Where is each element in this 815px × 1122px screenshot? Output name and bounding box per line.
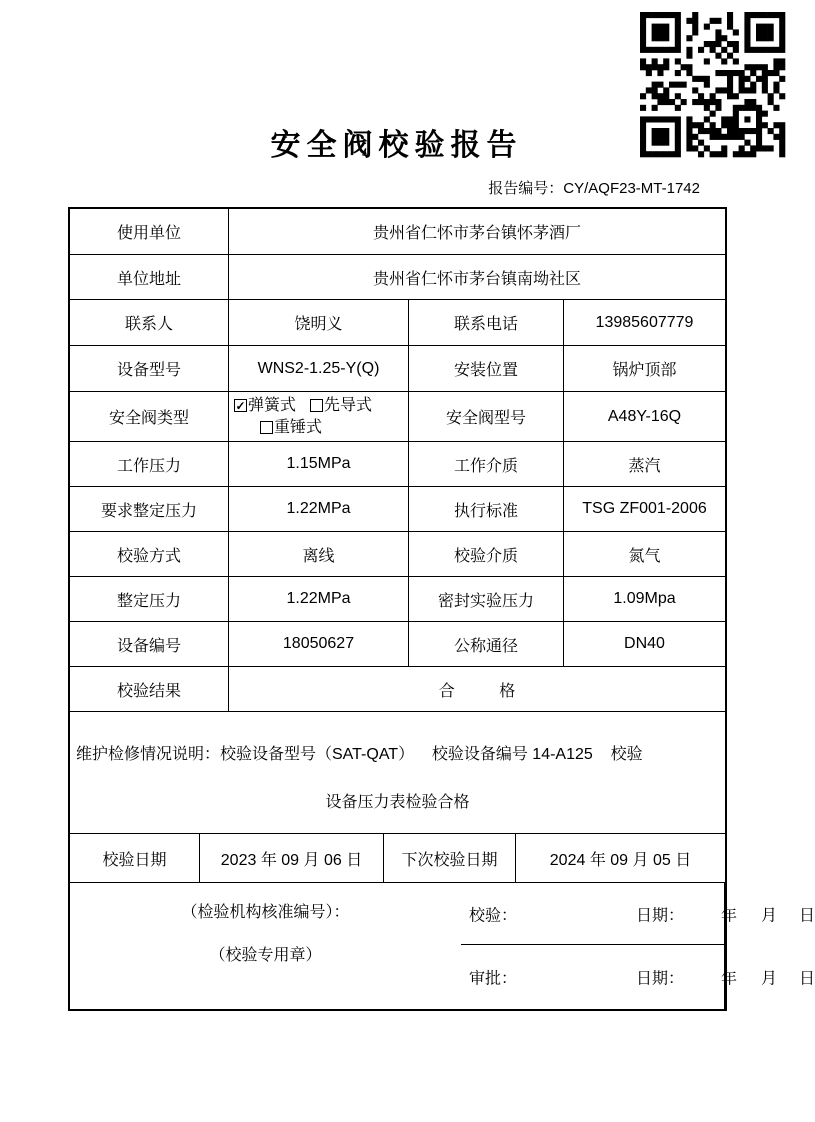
- checkbox-label-weight: 重锤式: [274, 418, 323, 436]
- calibrator-date-label: 日期：: [636, 907, 685, 924]
- calibrator-label: 校验：: [469, 907, 518, 924]
- label-equipment-model: 设备型号: [70, 346, 229, 392]
- sign-row-approver: [461, 945, 815, 1009]
- row-equipment-model: [70, 346, 725, 392]
- label-contact-person: 联系人: [70, 300, 229, 346]
- label-contact-phone: 联系电话: [409, 300, 564, 346]
- report-number: [488, 177, 700, 198]
- value-next-calibration-date: 2024 年 09 月 05 日: [516, 834, 725, 883]
- approver-label: 审批：: [469, 970, 518, 988]
- maintenance-note-line2: 设备压力表检验合格: [325, 794, 470, 811]
- value-install-location: 锅炉顶部: [564, 346, 725, 392]
- checkbox-spring-type: [234, 395, 296, 417]
- row-valve-type: [70, 392, 725, 442]
- checkbox-line-1: [234, 395, 372, 417]
- row-calibration-date: [70, 834, 725, 883]
- row-contact: [70, 300, 725, 346]
- label-calibration-method: 校验方式: [70, 532, 229, 577]
- label-calibration-date: 校验日期: [70, 834, 200, 883]
- value-equipment-model: WNS2-1.25-Y(Q): [229, 346, 409, 392]
- seal-area: [70, 883, 461, 1009]
- checkbox-line-2: [260, 417, 322, 439]
- value-calibration-date: 2023 年 09 月 06 日: [200, 834, 384, 883]
- unchecked-checkbox-icon: [260, 421, 273, 434]
- value-contact-phone: 13985607779: [564, 300, 725, 346]
- row-calibration-method: [70, 532, 725, 577]
- row-unit-address: [70, 255, 725, 300]
- report-table: [68, 207, 815, 1011]
- value-unit-address: 贵州省仁怀市茅台镇南坳社区: [229, 255, 725, 300]
- label-unit-address: 单位地址: [70, 255, 229, 300]
- label-calibration-result: 校验结果: [70, 667, 229, 712]
- value-required-set-pressure: 1.22MPa: [229, 487, 409, 532]
- sign-row-calibrator: [461, 883, 815, 945]
- report-number-value: CY/AQF23-MT-1742: [563, 180, 700, 197]
- checkbox-label-pilot: 先导式: [324, 396, 373, 414]
- approver-date-label: 日期：: [636, 970, 685, 988]
- report-number-label: 报告编号：: [488, 180, 564, 197]
- value-working-medium: 蒸汽: [564, 442, 725, 487]
- checkbox-pilot-type: [310, 395, 372, 417]
- approval-number-label: （检验机构核准编号）：: [181, 904, 350, 921]
- checkbox-weight-type: [260, 417, 322, 439]
- valve-type-options: [229, 392, 409, 442]
- label-valve-type: 安全阀类型: [70, 392, 229, 442]
- label-use-unit: 使用单位: [70, 209, 229, 255]
- label-standard: 执行标准: [409, 487, 564, 532]
- signature-block: [70, 883, 815, 1009]
- value-equipment-number: 18050627: [229, 622, 409, 667]
- value-calibration-result: 合 格: [229, 667, 725, 712]
- day-label: 日: [799, 970, 815, 988]
- value-standard: TSG ZF001-2006: [564, 487, 725, 532]
- value-contact-person: 饶明义: [229, 300, 409, 346]
- label-working-pressure: 工作压力: [70, 442, 229, 487]
- row-equipment-number: [70, 622, 725, 667]
- label-install-location: 安装位置: [409, 346, 564, 392]
- checked-checkbox-icon: ✓: [235, 398, 246, 413]
- row-maintenance-note: [70, 712, 725, 834]
- row-use-unit: [70, 209, 725, 255]
- value-calibration-method: 离线: [229, 532, 409, 577]
- label-nominal-diameter: 公称通径: [409, 622, 564, 667]
- value-working-pressure: 1.15MPa: [229, 442, 409, 487]
- day-label: 日: [799, 907, 815, 924]
- label-calibration-medium: 校验介质: [409, 532, 564, 577]
- label-set-pressure: 整定压力: [70, 577, 229, 622]
- label-required-set-pressure: 要求整定压力: [70, 487, 229, 532]
- value-calibration-medium: 氮气: [564, 532, 725, 577]
- label-valve-model: 安全阀型号: [409, 392, 564, 442]
- page-title: 安全阀校验报告: [270, 129, 523, 162]
- maintenance-note-line1: 维护检修情况说明：校验设备型号（SAT-QAT） 校验设备编号 14-A125 校验: [76, 746, 643, 763]
- year-label: 年: [721, 970, 738, 988]
- label-equipment-number: 设备编号: [70, 622, 229, 667]
- label-next-calibration-date: 下次校验日期: [384, 834, 516, 883]
- seal-label: （校验专用章）: [209, 947, 322, 964]
- value-use-unit: 贵州省仁怀市茅台镇怀茅酒厂: [229, 209, 725, 255]
- value-set-pressure: 1.22MPa: [229, 577, 409, 622]
- label-seal-test-pressure: 密封实验压力: [409, 577, 564, 622]
- row-calibration-result: [70, 667, 725, 712]
- value-nominal-diameter: DN40: [564, 622, 725, 667]
- row-required-set-pressure: [70, 487, 725, 532]
- row-set-pressure: [70, 577, 725, 622]
- maintenance-note: [70, 712, 725, 834]
- label-working-medium: 工作介质: [409, 442, 564, 487]
- month-label: 月: [761, 970, 778, 988]
- month-label: 月: [761, 907, 778, 924]
- value-seal-test-pressure: 1.09Mpa: [564, 577, 725, 622]
- row-working-pressure: [70, 442, 725, 487]
- year-label: 年: [721, 907, 738, 924]
- checkbox-label-spring: 弹簧式: [248, 396, 297, 414]
- value-valve-model: A48Y-16Q: [564, 392, 725, 442]
- unchecked-checkbox-icon: [310, 399, 323, 412]
